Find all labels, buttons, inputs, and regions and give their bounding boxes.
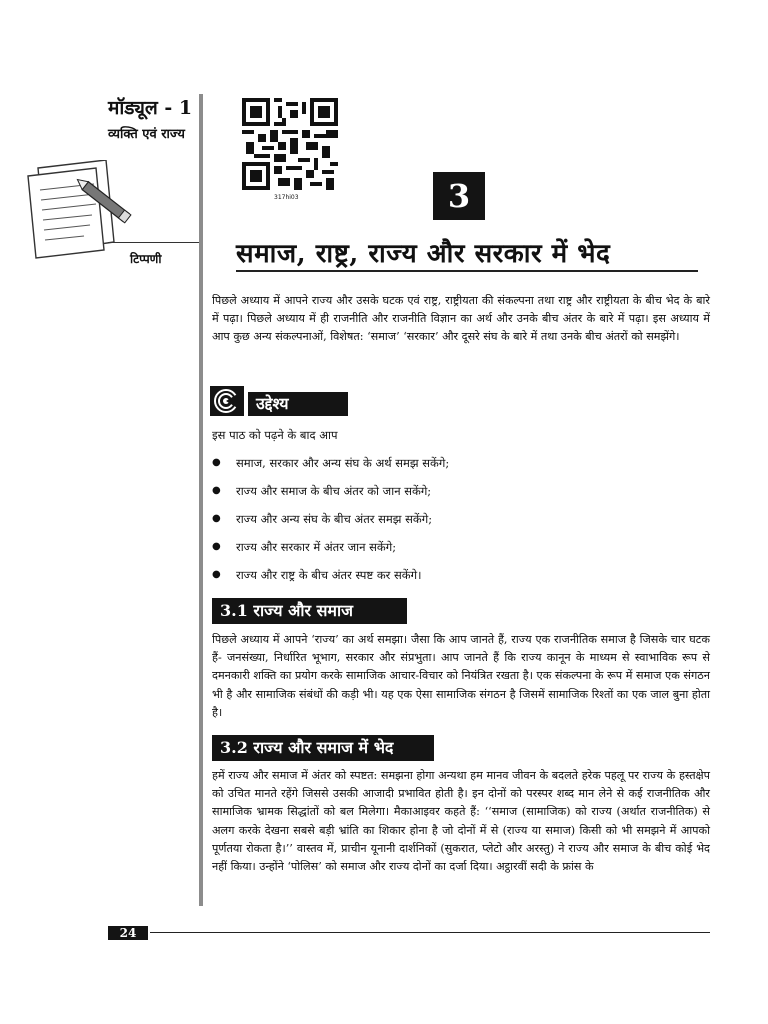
list-item: ● समाज, सरकार और अन्य संघ के अर्थ समझ सकेंगे; <box>212 452 692 480</box>
section-heading: 3.1 राज्य और समाज <box>212 598 407 624</box>
intro-paragraph: पिछले अध्याय में आपने राज्य और उसके घटक एवं राष्ट्र, राष्ट्रीयता की संकल्पना तथा राष्ट्र और राष्ट्रीयता के बीच भेद के बारे में पढ़ा। पिछले अध्याय में ही राजनीति और राजनीति विज्ञान का अर्थ और उनके बीच अंतर के बारे में पढ़ा। इस अध्याय में आप कुछ अन्य संकल्पनाओं, विशेषत: ‘समाज’ ‘सरकार’ और दूसरे संघ के बारे में तथा उनके बीच अंतरों को समझेंगे। <box>212 294 710 344</box>
chapter-number: 3 <box>433 172 485 220</box>
module-subtitle: व्यक्ति एवं राज्य <box>108 127 185 142</box>
notepad-pencil-icon <box>24 160 142 260</box>
note-label: टिप्पणी <box>130 252 162 266</box>
page-number: 24 <box>108 926 148 940</box>
footer-rule <box>150 932 710 933</box>
list-item: ● राज्य और राष्ट्र के बीच अंतर स्पष्ट कर सकेंगे। <box>212 564 692 592</box>
module-label: मॉड्यूल - 1 <box>108 97 193 119</box>
section-paragraph: पिछले अध्याय में आपने ‘राज्य’ का अर्थ समझा। जैसा कि आप जानते हैं, राज्य एक राजनीतिक समाज है जिसके चार घटक हैं- जनसंख्या, निर्धारित भूभाग, सरकार और संप्रभुता। आप जानते हैं कि राज्य कानून के माध्यम से स्वाभाविक रूप से दमनकारी शक्ति का प्रयोग करके सामाजिक आचार-विचार को नियंत्रित रखता है। एक संकल्पना के रूप में समाज एक संगठन भी है और सामाजिक संबंधों की कड़ी भी। यह एक ऐसा सामाजिक संगठन है जिसमें सामाजिक रिश्तों का एक जाल बुना होता है। <box>212 633 710 719</box>
objectives-heading <box>210 384 348 416</box>
chapter-title: समाज, राष्ट्र, राज्य और सरकार में भेद <box>236 239 611 269</box>
list-item: ● राज्य और अन्य संघ के बीच अंतर समझ सकेंगे; <box>212 508 692 536</box>
qr-code-label: 317hi03 <box>274 194 299 201</box>
section-paragraph: हमें राज्य और समाज में अंतर को स्पष्टत: समझना होगा अन्यथा हम मानव जीवन के बदलते हरेक पहलू पर राज्य के हस्तक्षेप को उचित मानते रहेंगे जिससे उसकी आजादी प्रभावित होती है। इन दोनों को परस्पर शब्द मान लेने से कई राजनीतिक और सामाजिक भ्रामक सिद्धांतों को बल मिलेगा। मैकाआइवर कहते हैं: ‘‘समाज (सामाजिक) को राज्य (अर्थात राजनीतिक) से अलग करके देखना सबसे बड़ी भ्रांति का शिकार होना है जो दोनों में से (राज्य या समाज) किसी को भी समझने में आपको पूर्णतया रोकता है।’’ वास्तव में, प्राचीन यूनानी दार्शनिकों (सुकरात, प्लेटो और अरस्तु) ने राज्य और समाज के बीच कोई भेद नहीं किया। उन्होंने ‘पोलिस’ को समाज और राज्य दोनों का दर्जा दिया। अट्ठारवीं सदी के फ्रांस के <box>212 769 710 874</box>
objectives-heading-label: उद्देश्य <box>248 392 348 416</box>
target-icon <box>210 386 244 416</box>
list-item: ● राज्य और सरकार में अंतर जान सकेंगे; <box>212 536 692 564</box>
list-item: ● राज्य और समाज के बीच अंतर को जान सकेंगे; <box>212 480 692 508</box>
note-divider <box>108 242 200 243</box>
objectives-lead: इस पाठ को पढ़ने के बाद आप <box>212 428 338 442</box>
objectives-list <box>212 452 692 592</box>
title-underline <box>236 270 698 272</box>
qr-code-icon <box>242 98 338 190</box>
margin-vertical-rule <box>199 94 203 906</box>
section-heading: 3.2 राज्य और समाज में भेद <box>212 735 434 761</box>
